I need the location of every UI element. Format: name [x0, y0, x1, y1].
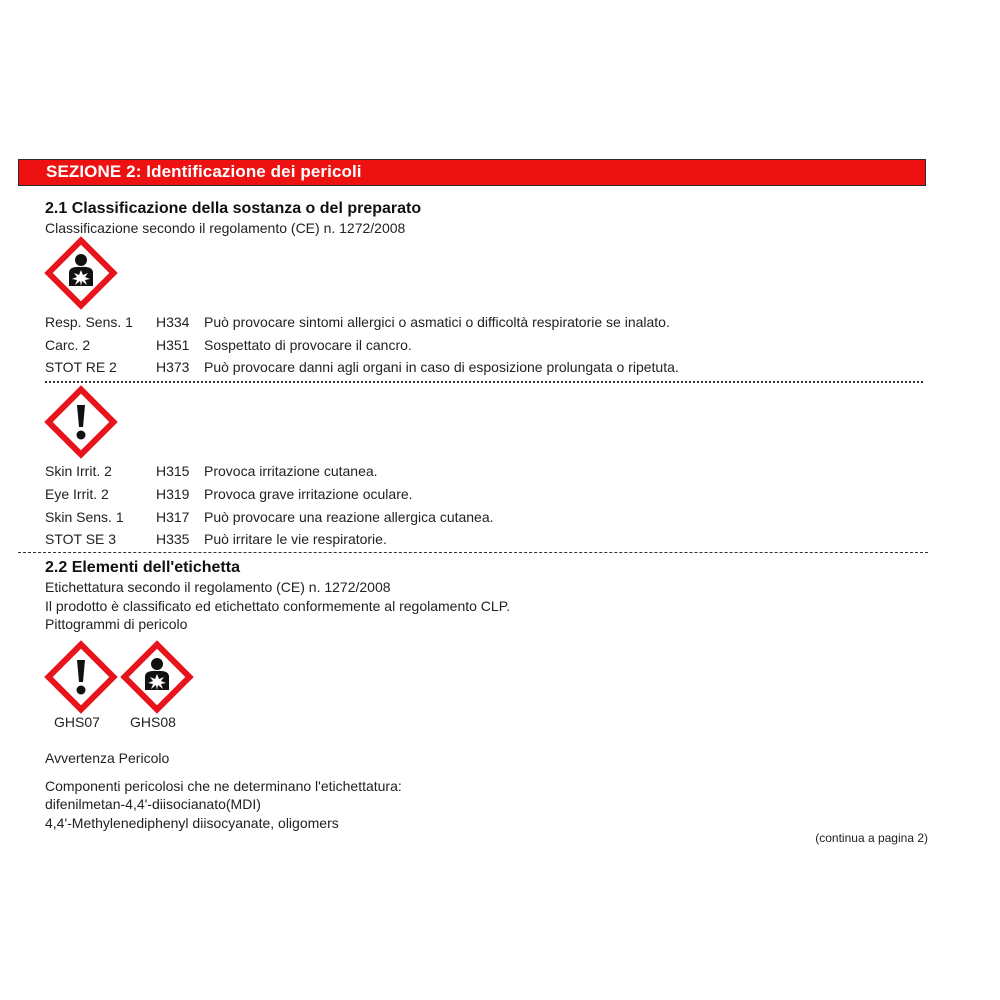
hazard-description: Provoca irritazione cutanea.: [204, 463, 378, 479]
hazard-description: Può irritare le vie respiratorie.: [204, 531, 387, 547]
component-item: difenilmetan-4,4'-diisocianato(MDI): [45, 796, 261, 812]
exclamation-mark-icon: [44, 640, 118, 714]
section-2-1-heading: 2.1 Classificazione della sostanza o del preparato: [45, 200, 422, 217]
section-title: SEZIONE 2: Identificazione dei pericoli: [46, 162, 362, 181]
hazard-code: H351: [156, 337, 190, 353]
hazard-class: Resp. Sens. 1: [45, 314, 133, 330]
labelling-regulation-text: Etichettatura secondo il regolamento (CE) n. 1272/2008: [45, 579, 391, 595]
hazard-description: Sospettato di provocare il cancro.: [204, 337, 412, 353]
hazard-class: Skin Sens. 1: [45, 509, 124, 525]
signal-word-text: Avvertenza Pericolo: [45, 750, 170, 766]
clp-compliance-text: Il prodotto è classificato ed etichettato conformemente al regolamento CLP.: [45, 598, 511, 614]
hazard-code: H373: [156, 359, 190, 375]
dotted-divider: [45, 381, 923, 383]
hazard-code: H334: [156, 314, 190, 330]
hazard-class: STOT SE 3: [45, 531, 117, 547]
hazard-description: Può provocare sintomi allergici o asmatici o difficoltà respiratorie se inalato.: [204, 314, 670, 330]
hazard-code: H319: [156, 486, 190, 502]
hazard-code: H315: [156, 463, 190, 479]
ghs08-label: GHS08: [130, 714, 176, 730]
hazard-description: Provoca grave irritazione oculare.: [204, 486, 413, 502]
section-header-bar: [18, 159, 926, 186]
pictograms-heading: Pittogrammi di pericolo: [45, 616, 188, 632]
hazard-code: H317: [156, 509, 190, 525]
hazardous-components-title: Componenti pericolosi che ne determinano l'etichettatura:: [45, 778, 402, 794]
dashed-divider: [18, 552, 928, 553]
health-hazard-icon: [120, 640, 194, 714]
health-hazard-icon: [44, 236, 118, 310]
section-2-1-subtitle: Classificazione secondo il regolamento (CE) n. 1272/2008: [45, 220, 406, 236]
hazard-class: Eye Irrit. 2: [45, 486, 109, 502]
ghs07-label: GHS07: [54, 714, 100, 730]
hazard-description: Può provocare una reazione allergica cutanea.: [204, 509, 494, 525]
component-item: 4,4'-Methylenediphenyl diisocyanate, oligomers: [45, 815, 339, 831]
hazard-description: Può provocare danni agli organi in caso di esposizione prolungata o ripetuta.: [204, 359, 679, 375]
hazard-class: Carc. 2: [45, 337, 91, 353]
continue-note: (continua a pagina 2): [815, 831, 928, 845]
hazard-class: Skin Irrit. 2: [45, 463, 112, 479]
hazard-code: H335: [156, 531, 190, 547]
section-2-2-heading: 2.2 Elementi dell'etichetta: [45, 559, 240, 576]
exclamation-mark-icon: [44, 385, 118, 459]
hazard-class: STOT RE 2: [45, 359, 117, 375]
